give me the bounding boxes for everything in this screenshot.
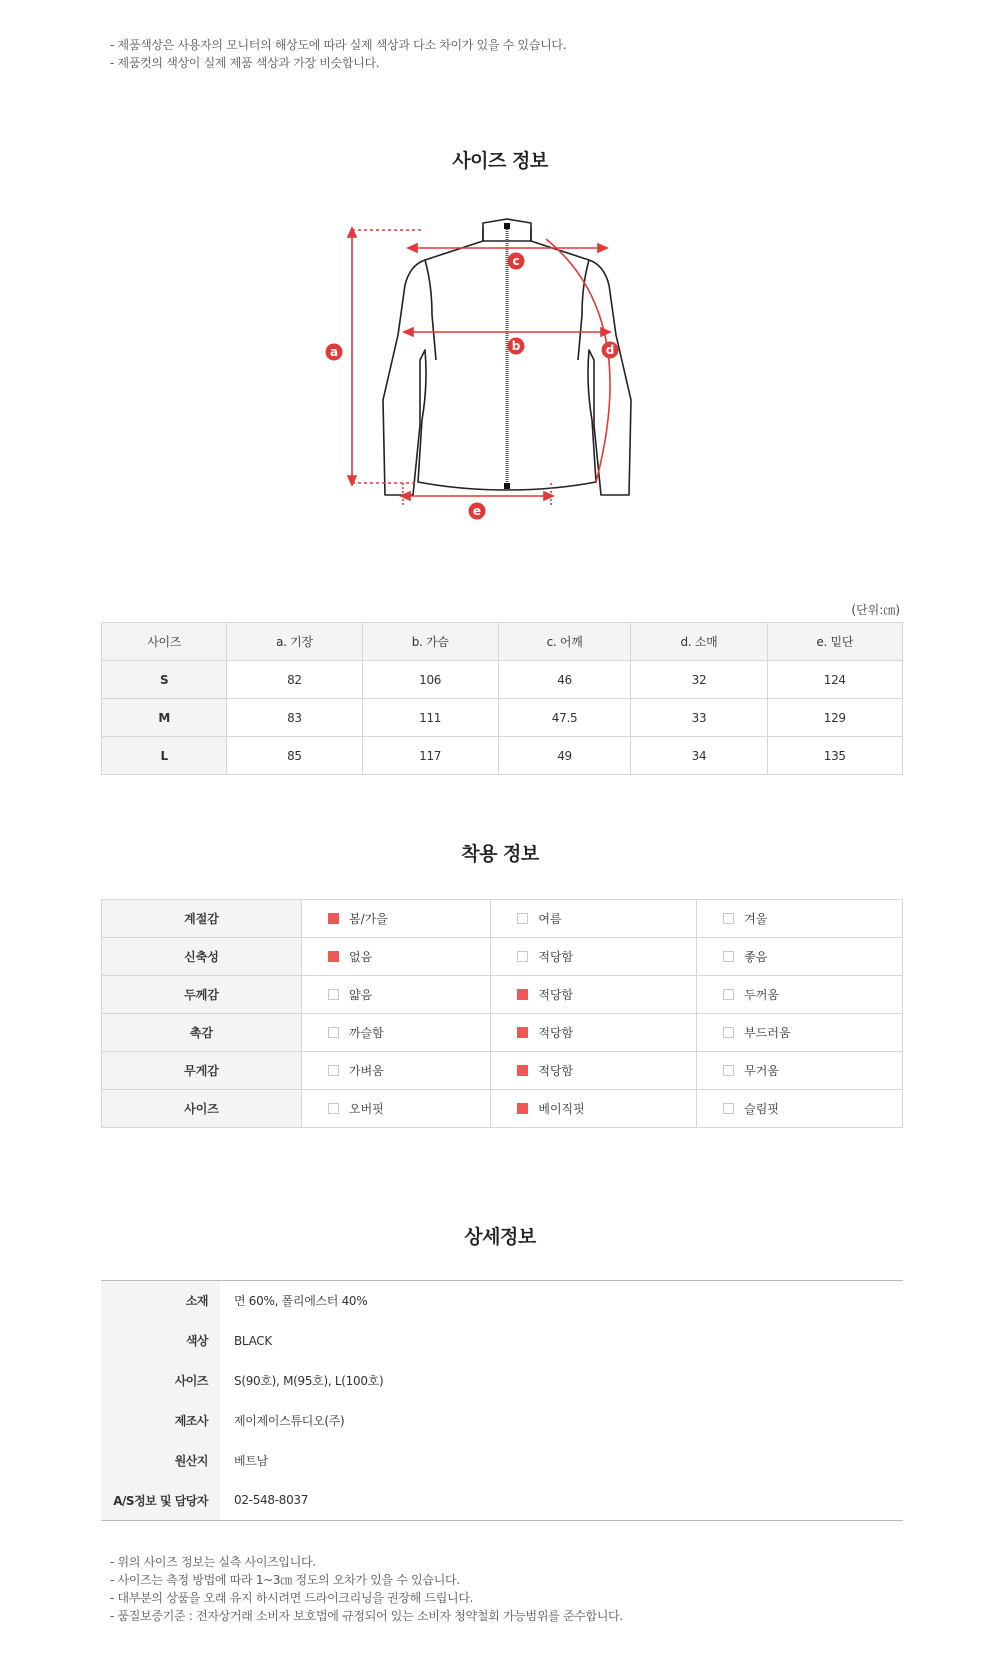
- notes-top: [110, 36, 566, 72]
- table-cell: 124: [767, 661, 902, 699]
- label-b: b: [511, 339, 521, 353]
- note-line: - 제품컷의 색상이 실제 제품 색상과 가장 비슷합니다.: [110, 56, 380, 70]
- fit-option: [302, 938, 491, 976]
- fit-row-label: 계절감: [102, 900, 302, 938]
- table-cell: 135: [767, 737, 902, 775]
- detail-row-origin: [101, 1441, 903, 1481]
- checked-box-icon: [517, 1103, 528, 1114]
- header-chest: b. 가슴: [362, 623, 498, 661]
- checked-box-icon: [517, 1027, 528, 1038]
- fit-row: [102, 938, 903, 976]
- fit-row-label: 무게감: [102, 1052, 302, 1090]
- left-sleeve-seam: [425, 260, 436, 360]
- detail-row-as-contact: [101, 1481, 903, 1521]
- fit-row-label: 촉감: [102, 1014, 302, 1052]
- fit-option-label: 얇음: [349, 988, 373, 1002]
- fit-option: [697, 900, 903, 938]
- size-label: S: [102, 661, 227, 699]
- fit-option-label: 없음: [349, 950, 373, 964]
- table-row: [102, 661, 903, 699]
- detail-value: 면 60%, 폴리에스터 40%: [234, 1294, 368, 1309]
- unchecked-box-icon: [723, 1103, 734, 1114]
- unchecked-box-icon: [517, 951, 528, 962]
- fit-row: [102, 1014, 903, 1052]
- fit-option-label: 부드러움: [744, 1026, 791, 1040]
- size-label: M: [102, 699, 227, 737]
- fit-option: [697, 1090, 903, 1128]
- note-line: - 품질보증기준 : 전자상거래 소비자 보호법에 규정되어 있는 소비자 청약철회 가능범위를 준수합니다.: [110, 1609, 623, 1623]
- table-cell: 129: [767, 699, 902, 737]
- fit-row-label: 신축성: [102, 938, 302, 976]
- jacket-measurement-diagram: [329, 215, 670, 560]
- note-line: - 위의 사이즈 정보는 실측 사이즈입니다.: [110, 1555, 316, 1569]
- table-cell: 106: [362, 661, 498, 699]
- table-row: [102, 699, 903, 737]
- fit-option-label: 적당함: [538, 950, 574, 964]
- detail-label: 사이즈: [101, 1361, 220, 1401]
- zipper-top: [504, 223, 510, 229]
- detail-label: 색상: [101, 1321, 220, 1361]
- measure-b-arrow-left: [404, 328, 413, 336]
- checked-box-icon: [517, 1065, 528, 1076]
- fit-option: [302, 1014, 491, 1052]
- table-cell: 117: [362, 737, 498, 775]
- fit-option: [697, 938, 903, 976]
- detail-value: 02-548-8037: [234, 1493, 309, 1508]
- measure-e-arrow-left: [401, 492, 410, 500]
- detail-info-title: 상세정보: [464, 1226, 536, 1248]
- table-cell: 49: [498, 737, 631, 775]
- unchecked-box-icon: [723, 989, 734, 1000]
- unchecked-box-icon: [328, 989, 339, 1000]
- detail-row-size: [101, 1361, 903, 1401]
- header-shoulder: c. 어깨: [498, 623, 631, 661]
- label-a: a: [329, 345, 339, 359]
- detail-value: BLACK: [234, 1333, 272, 1348]
- fit-option: [491, 1052, 697, 1090]
- zipper-pull: [504, 483, 510, 489]
- fit-option-label: 좋음: [744, 950, 768, 964]
- fit-option-label: 두꺼움: [744, 988, 779, 1002]
- fit-option: [697, 1052, 903, 1090]
- fit-option-label: 슬림핏: [744, 1102, 779, 1116]
- fit-option: [302, 1090, 491, 1128]
- size-table: [101, 622, 903, 775]
- fit-option: [697, 976, 903, 1014]
- detail-value: S(90호), M(95호), L(100호): [234, 1374, 384, 1388]
- size-table-header-row: [102, 623, 903, 661]
- fit-option: [491, 976, 697, 1014]
- measure-d-line: [546, 239, 610, 482]
- fit-option-label: 베이직핏: [538, 1102, 585, 1116]
- fit-option: [302, 900, 491, 938]
- detail-label: 원산지: [101, 1441, 220, 1481]
- header-size: 사이즈: [102, 623, 227, 661]
- unchecked-box-icon: [723, 913, 734, 924]
- detail-value: 제이제이스튜디오(주): [234, 1414, 345, 1428]
- measure-c-arrow-right: [598, 244, 607, 252]
- unchecked-box-icon: [517, 913, 528, 924]
- fit-option-label: 겨울: [744, 912, 768, 926]
- fit-option-label: 까슬함: [349, 1026, 384, 1040]
- unit-label: (단위:㎝): [851, 603, 900, 617]
- fit-info-title: 착용 정보: [461, 843, 539, 865]
- size-label: L: [102, 737, 227, 775]
- table-cell: 46: [498, 661, 631, 699]
- size-info-title: 사이즈 정보: [452, 150, 548, 172]
- table-cell: 85: [227, 737, 362, 775]
- table-cell: 82: [227, 661, 362, 699]
- unchecked-box-icon: [328, 1103, 339, 1114]
- note-line: - 대부분의 상품을 오래 유지 하시려면 드라이크리닝을 권장해 드립니다.: [110, 1591, 474, 1605]
- unchecked-box-icon: [723, 1027, 734, 1038]
- table-cell: 83: [227, 699, 362, 737]
- header-sleeve: d. 소매: [631, 623, 767, 661]
- header-hem: e. 밑단: [767, 623, 902, 661]
- fit-option-label: 무거움: [744, 1064, 779, 1078]
- unchecked-box-icon: [328, 1065, 339, 1076]
- note-line: - 제품색상은 사용자의 모니터의 해상도에 따라 실제 색상과 다소 차이가 있을 수 있습니다.: [110, 38, 567, 52]
- header-length: a. 기장: [227, 623, 362, 661]
- fit-option: [491, 1014, 697, 1052]
- detail-label: A/S정보 및 담당자: [101, 1481, 220, 1521]
- detail-label: 제조사: [101, 1401, 220, 1441]
- unchecked-box-icon: [723, 1065, 734, 1076]
- unchecked-box-icon: [328, 1027, 339, 1038]
- fit-option-label: 봄/가을: [349, 912, 388, 926]
- checked-box-icon: [517, 989, 528, 1000]
- table-row: [102, 737, 903, 775]
- table-cell: 111: [362, 699, 498, 737]
- fit-option-label: 여름: [538, 912, 562, 926]
- fit-row: [102, 976, 903, 1014]
- fit-row: [102, 1052, 903, 1090]
- detail-label: 소재: [101, 1281, 220, 1321]
- measure-c-arrow-left: [408, 244, 417, 252]
- checked-box-icon: [328, 951, 339, 962]
- detail-row-color: [101, 1321, 903, 1361]
- detail-value: 베트남: [234, 1454, 268, 1468]
- checked-box-icon: [328, 913, 339, 924]
- fit-option-label: 적당함: [538, 1064, 574, 1078]
- detail-row-manufacturer: [101, 1401, 903, 1441]
- detail-row-material: [101, 1281, 903, 1321]
- label-d: d: [605, 343, 615, 357]
- fit-option: [697, 1014, 903, 1052]
- measure-e-arrow-right: [544, 492, 553, 500]
- label-e: e: [472, 504, 482, 518]
- fit-option-label: 가벼움: [349, 1064, 384, 1078]
- fit-option: [491, 1090, 697, 1128]
- fit-row-label: 사이즈: [102, 1090, 302, 1128]
- notes-bottom: [110, 1553, 623, 1625]
- note-line: - 사이즈는 측정 방법에 따라 1~3㎝ 정도의 오차가 있을 수 있습니다.: [110, 1573, 460, 1587]
- fit-option: [491, 900, 697, 938]
- table-cell: 32: [631, 661, 767, 699]
- fit-option-label: 적당함: [538, 1026, 574, 1040]
- table-cell: 33: [631, 699, 767, 737]
- fit-row-label: 두께감: [102, 976, 302, 1014]
- unchecked-box-icon: [723, 951, 734, 962]
- table-cell: 47.5: [498, 699, 631, 737]
- fit-option-label: 적당함: [538, 988, 574, 1002]
- fit-row: [102, 1090, 903, 1128]
- fit-row: [102, 900, 903, 938]
- fit-option-label: 오버핏: [349, 1102, 384, 1116]
- table-cell: 34: [631, 737, 767, 775]
- detail-table: [101, 1280, 903, 1521]
- fit-option: [491, 938, 697, 976]
- label-c: c: [512, 254, 520, 268]
- fit-table: [101, 899, 903, 1128]
- fit-option: [302, 976, 491, 1014]
- fit-option: [302, 1052, 491, 1090]
